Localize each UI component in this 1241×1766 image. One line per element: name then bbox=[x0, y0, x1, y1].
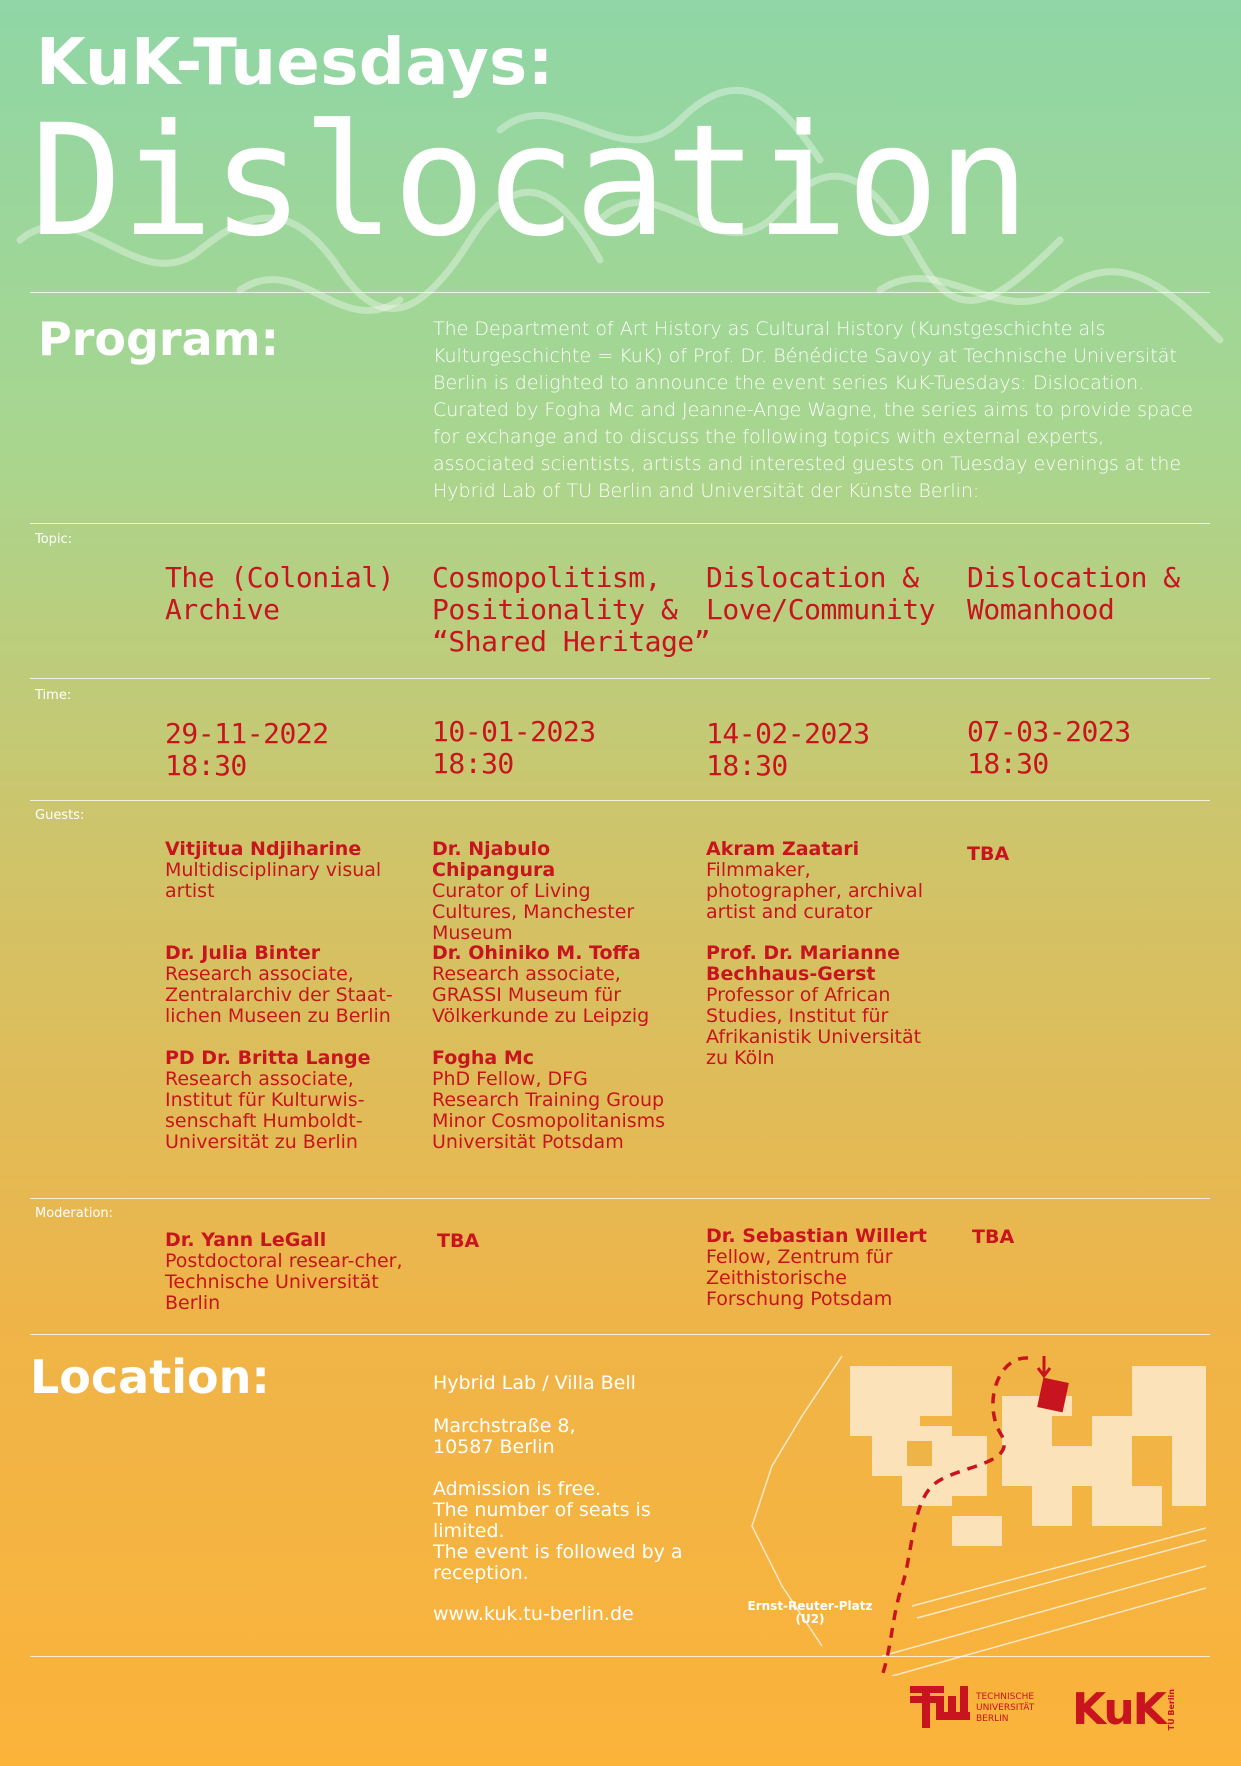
topic-4: Dislocation & Womanhood bbox=[967, 561, 1180, 626]
program-heading: Program: bbox=[38, 312, 279, 366]
topic-1: The (Colonial) Archive bbox=[165, 561, 395, 626]
program-intro: The Department of Art History as Cultural History (Kunstgeschichte als Kulturgeschichte = KuK) of Prof. Dr. Bénédicte Savoy at Technische Universität Berlin is delighted to announce the event series KuK-Tuesdays: Dislocation. Curated by Fogha Mc and Jeanne-Ange Wagne, the series aims to provide space for exchange and to discuss the following topics with external experts, associated scientists, artists and interested guests on Tuesday evenings at the Hybrid Lab of TU Berlin and Universität der Künste Berlin: bbox=[433, 318, 1193, 502]
event-2-datetime: 10-01-2023 18:30 bbox=[432, 715, 596, 780]
divider bbox=[30, 1198, 1210, 1199]
topic-3: Dislocation & Love/Community bbox=[706, 561, 936, 626]
event-1-datetime: 29-11-2022 18:30 bbox=[165, 717, 329, 782]
guest-entry: PD Dr. Britta Lange Research associate, Institut für Kulturwis-senschaft Humboldt-Universität zu Berlin bbox=[165, 1047, 371, 1153]
guest-tba: TBA bbox=[967, 843, 1010, 865]
divider bbox=[30, 678, 1210, 679]
topic-2: Cosmopolitism, Positionality & “Shared Heritage” bbox=[432, 561, 711, 658]
admission-info: Admission is free. The number of seats is limited. The event is followed by a reception. bbox=[433, 1478, 683, 1584]
kuk-logo-sub: TU Berlin bbox=[1166, 1688, 1176, 1731]
guest-entry: Akram Zaatari Filmmaker, photographer, archival artist and curator bbox=[706, 838, 923, 923]
guests-label: Guests: bbox=[35, 808, 85, 823]
divider bbox=[30, 292, 1210, 293]
location-map bbox=[742, 1356, 1206, 1676]
divider bbox=[30, 523, 1210, 524]
divider bbox=[30, 1334, 1210, 1335]
event-4-datetime: 07-03-2023 18:30 bbox=[967, 715, 1131, 780]
moderator-tba: TBA bbox=[972, 1226, 1015, 1248]
event-3-datetime: 14-02-2023 18:30 bbox=[706, 717, 870, 782]
tu-berlin-mark-icon bbox=[910, 1686, 970, 1730]
map-station-label: Ernst-Reuter-Platz (U2) bbox=[747, 1599, 873, 1626]
moderator-tba: TBA bbox=[437, 1230, 480, 1252]
guest-entry: Dr. Ohiniko M. Toffa Research associate, GRASSI Museum für Völkerkunde zu Leipzig bbox=[432, 942, 650, 1027]
moderator-entry: Dr. Yann LeGall Postdoctoral resear-cher, Technische Universität Berlin bbox=[165, 1229, 403, 1314]
address: Marchstraße 8, 10587 Berlin bbox=[433, 1415, 576, 1458]
guest-entry: Vitjitua Ndjiharine Multidisciplinary visual artist bbox=[165, 838, 382, 902]
divider bbox=[30, 1656, 1210, 1657]
location-heading: Location: bbox=[30, 1350, 270, 1404]
tu-berlin-logo-text: TECHNISCHE UNIVERSITÄT BERLIN bbox=[976, 1691, 1035, 1724]
guest-entry: Fogha Mc PhD Fellow, DFG Research Training Group Minor Cosmopolitanisms Universität Potsdam bbox=[432, 1047, 666, 1153]
kuk-logo-text: KuK bbox=[1072, 1684, 1165, 1735]
time-label: Time: bbox=[35, 688, 72, 703]
moderation-label: Moderation: bbox=[35, 1206, 114, 1221]
guest-entry: Dr. Njabulo Chipangura Curator of Living Cultures, Manchester Museum bbox=[432, 838, 635, 944]
divider bbox=[30, 800, 1210, 801]
series-title: KuK-Tuesdays: bbox=[36, 26, 554, 100]
tu-berlin-logo bbox=[910, 1686, 1034, 1730]
website-link[interactable]: www.kuk.tu-berlin.de bbox=[433, 1603, 634, 1625]
guest-entry: Dr. Julia Binter Research associate, Zentralarchiv der Staat-lichen Museen zu Berlin bbox=[165, 942, 393, 1027]
guest-entry: Prof. Dr. Marianne Bechhaus-Gerst Professor of African Studies, Institut für Afrikanistik Universität zu Köln bbox=[706, 942, 922, 1069]
topic-label: Topic: bbox=[35, 532, 73, 547]
venue-name: Hybrid Lab / Villa Bell bbox=[433, 1372, 636, 1394]
page-title: Dislocation bbox=[30, 92, 1028, 271]
kuk-logo bbox=[1072, 1684, 1176, 1735]
moderator-entry: Dr. Sebastian Willert Fellow, Zentrum für Zeithistorische Forschung Potsdam bbox=[706, 1225, 927, 1310]
